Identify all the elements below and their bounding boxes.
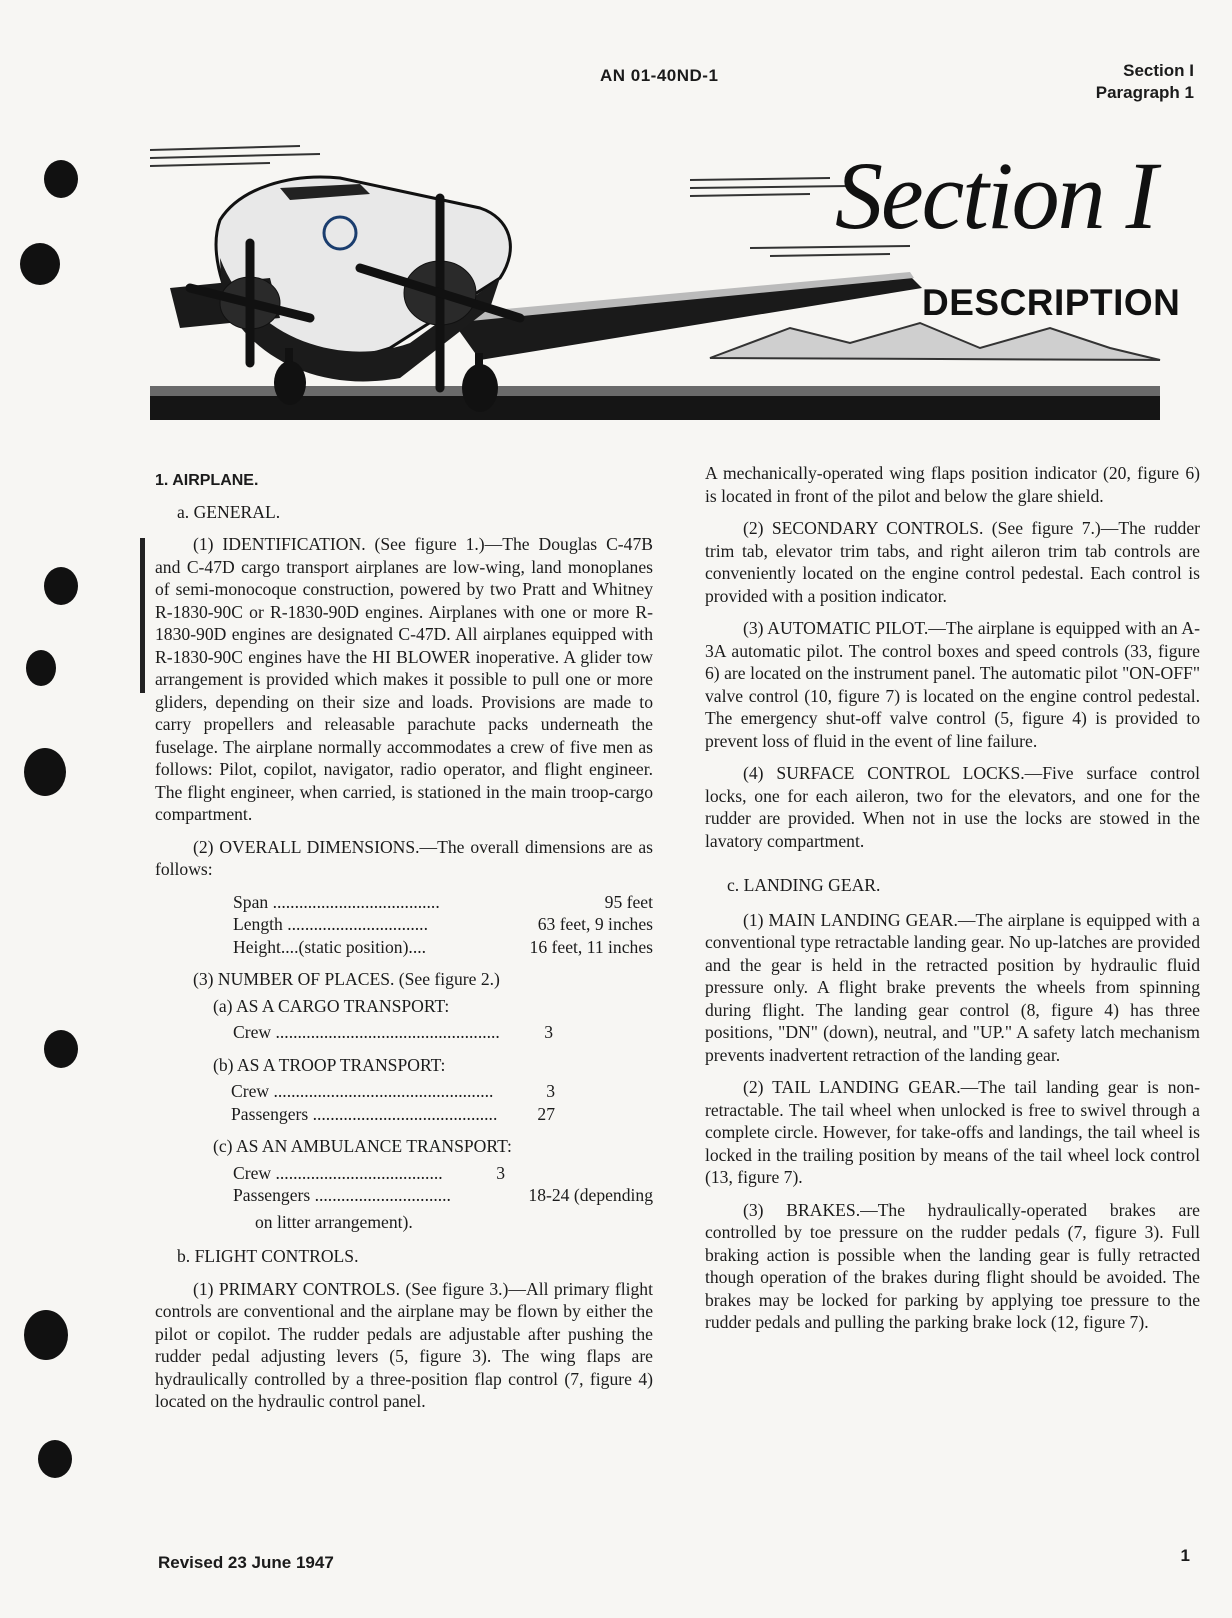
paragraph-secondary-controls: (2) SECONDARY CONTROLS. (See figure 7.)—The rudder trim tab, elevator trim tabs, and right aileron trim tab controls are conveniently located on the engine control pedestal. Each control is provided with a position indicator.	[705, 518, 1200, 606]
paragraph-ref: Paragraph 1	[1095, 83, 1194, 102]
paragraph-primary-controls: (1) PRIMARY CONTROLS. (See figure 3.)—All primary flight controls are conventional and the airplane may be flown by either the pilot or copilot. The rudder pedals are adjustable after pushing the rudder pedal adjusting levers (5, figure 3). The wing flaps are hydraulically controlled by a three-position flap control (7, figure 4) located on the hydraulic control panel.	[155, 1278, 653, 1411]
heading-flight-controls: b. FLIGHT CONTROLS.	[177, 1246, 359, 1266]
heading-cargo: (a) AS A CARGO TRANSPORT:	[213, 995, 450, 1016]
binder-hole	[44, 567, 78, 605]
doc-number: AN 01-40ND-1	[600, 66, 719, 85]
paragraph-main-landing-gear: (1) MAIN LANDING GEAR.—The airplane is equipped with a conventional type retractable landing gear. No up-latches are provided and the gear is held in the retracted position by hydraulic fluid pressure only. A flight brake prevents the wheels from spinning during flight. The landing gear control (8, figure 4) has three positions, "DN" (down), neutral, and "UP." A safety latch mechanism prevents inadvertent retraction of the landing gear.	[705, 909, 1200, 1065]
ambulance-note: on litter arrangement).	[255, 1211, 413, 1232]
list-item: Crew ................................................... 3	[233, 1022, 553, 1042]
binder-hole	[24, 748, 66, 796]
paragraph-tail-landing-gear: (2) TAIL LANDING GEAR.—The tail landing gear is non-retractable. The tail wheel when unlocked is free to swivel through a complete circle. However, for take-offs and landings, the tail wheel is locked in the trailing position by means of the tail wheel lock control (13, figure 7).	[705, 1077, 1200, 1187]
right-column	[705, 462, 1200, 1344]
revision-bar	[140, 538, 145, 693]
binder-hole	[24, 1310, 68, 1360]
binder-hole	[44, 1030, 78, 1068]
list-item: Crew .................................................. 3	[231, 1081, 555, 1101]
ambulance-list	[233, 1162, 653, 1207]
list-item: Crew ...................................... 3	[233, 1162, 505, 1183]
left-column	[155, 470, 653, 1423]
paragraph-identification: (1) IDENTIFICATION. (See figure 1.)—The Douglas C-47B and C-47D cargo transport airplanes are low-wing, land monoplanes of semi-monocoque construction, powered by two Pratt and Whitney R-1830-90C or R-1830-90D engines. Airplanes with one or more R-1830-90D engines are designated C-47D. All airplanes equipped with R-1830-90C engines have the HI BLOWER inoperative. A glider tow arrangement is provided which makes it possible to pull one or more gliders, depending on their size and loads. Provisions are made to carry propellers and releasable parachute packs underneath the fuselage. The airplane normally accommodates a crew of five men as follows: Pilot, copilot, navigator, radio operator, and flight engineer. The flight engineer, when carried, is stationed in the main troop-cargo compartment.	[155, 534, 653, 824]
heading-general: a. GENERAL.	[177, 501, 281, 522]
dimensions-list	[233, 891, 653, 959]
list-item: Span ...................................... 95 feet	[233, 891, 653, 912]
description-title: DESCRIPTION	[922, 282, 1181, 323]
heading-troop: (b) AS A TROOP TRANSPORT:	[213, 1054, 446, 1075]
list-item: Height....(static position).... 16 feet, 11 inches	[233, 936, 653, 957]
section-title: Section I	[835, 142, 1156, 249]
list-item: Length ................................ 63 feet, 9 inches	[233, 914, 653, 934]
heading-places: (3) NUMBER OF PLACES. (See figure 2.)	[193, 969, 500, 989]
paragraph-control-locks: (4) SURFACE CONTROL LOCKS.—Five surface control locks, one for each aileron, two for the elevators, and one for the rudder are provided. When not in use the locks are stowed in the lavatory compartment.	[705, 763, 1200, 851]
binder-hole	[38, 1440, 72, 1478]
heading-landing-gear: c. LANDING GEAR.	[727, 875, 881, 895]
list-item: Passengers .......................................... 27	[231, 1103, 555, 1124]
revision-date: Revised 23 June 1947	[158, 1553, 334, 1572]
troop-list	[231, 1080, 555, 1125]
heading-airplane: 1. AIRPLANE.	[155, 472, 259, 489]
cargo-list	[233, 1021, 553, 1044]
heading-ambulance: (c) AS AN AMBULANCE TRANSPORT:	[213, 1136, 512, 1156]
page-number: 1	[1180, 1546, 1190, 1565]
binder-hole	[26, 650, 56, 686]
list-item: Passengers ............................... 18-24 (depending	[233, 1185, 653, 1205]
paragraph-flaps-indicator: A mechanically-operated wing flaps position indicator (20, figure 6) is located in front of the pilot and below the glare shield.	[705, 463, 1200, 506]
section-paragraph-ref	[1096, 60, 1194, 104]
paragraph-brakes: (3) BRAKES.—The hydraulically-operated brakes are controlled by toe pressure on the rudder pedals (7, figure 3). Full braking action is possible when the landing gear is fully retracted though operation of the brakes during flight should be avoided. The brakes may be locked for parking by applying toe pressure to the rudder pedals and pulling the parking brake lock (12, figure 7).	[705, 1199, 1200, 1332]
binder-hole	[20, 243, 60, 285]
paragraph-automatic-pilot: (3) AUTOMATIC PILOT.—The airplane is equipped with an A-3A automatic pilot. The control boxes and speed controls (33, figure 6) are located on the instrument panel. The automatic pilot "ON-OFF" valve control (10, figure 7) is located on the engine control pedestal. The emergency shut-off valve control (5, figure 4) is provided to prevent loss of fluid in the event of line failure.	[705, 618, 1200, 751]
binder-hole	[44, 160, 78, 198]
section-ref: Section I	[1123, 61, 1194, 80]
paragraph-dimensions: (2) OVERALL DIMENSIONS.—The overall dimensions are as follows:	[155, 836, 653, 879]
